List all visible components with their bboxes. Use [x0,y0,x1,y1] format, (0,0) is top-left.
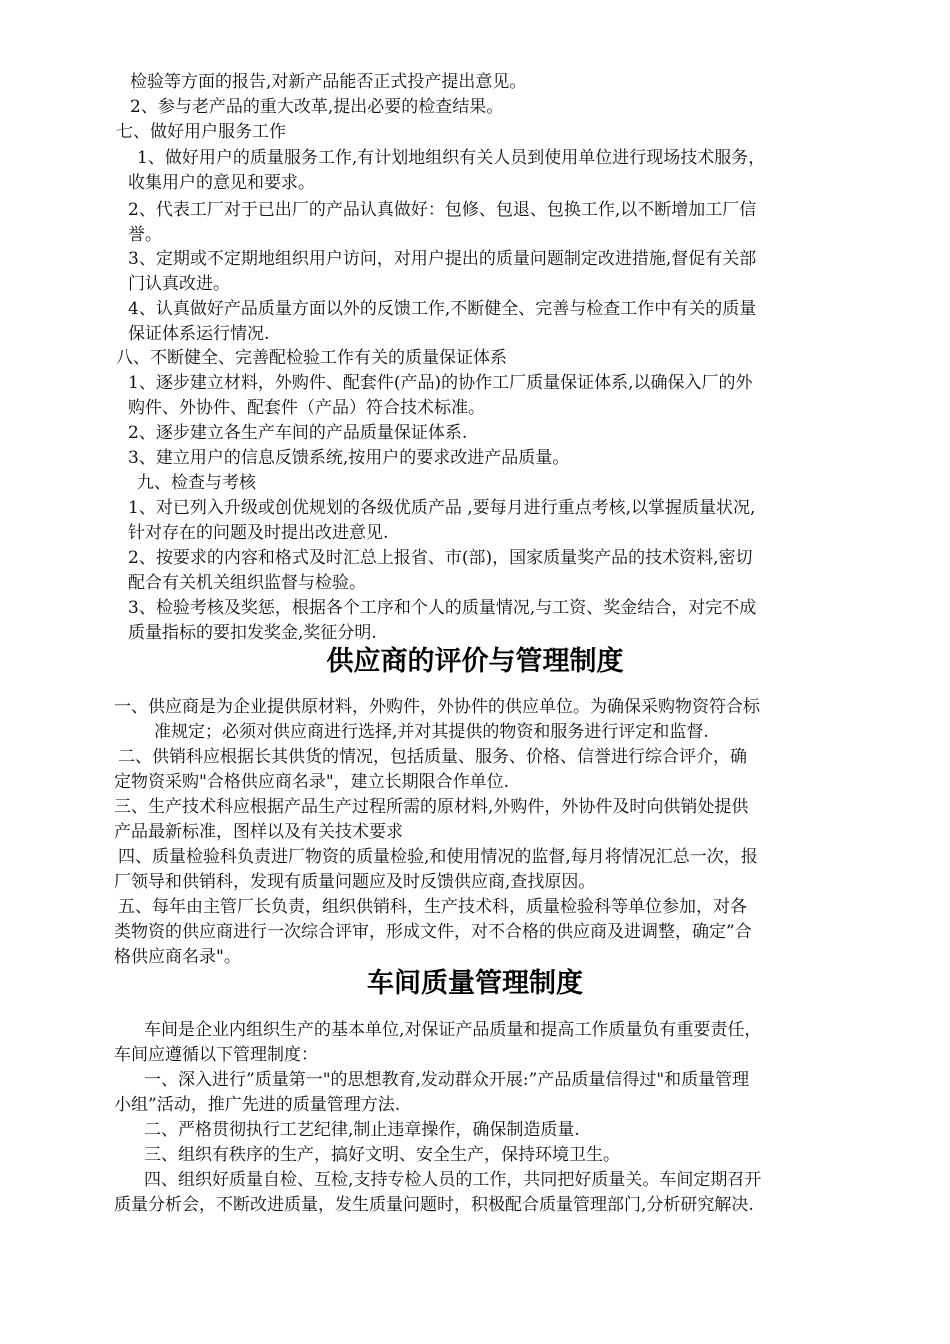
text-line: 4、认真做好产品质量方面以外的反馈工作,不断健全、完善与检查工作中有关的质量 [128,299,757,319]
text-line: 购件、外协件、配套件（产品）符合技术标准。 [128,398,485,418]
text-line: 检验等方面的报告,对新产品能否正式投产提出意见。 [130,72,527,92]
text-line: 2、参与老产品的重大改革,提出必要的检查结果。 [130,97,504,117]
text-line: 2、代表工厂对于已出厂的产品认真做好：包修、包退、包换工作,以不断增加工厂信 [128,200,757,220]
text-line: 质量指标的要扣发奖金,奖征分明. [128,623,377,643]
text-line: 1、逐步建立材料，外购件、配套件(产品)的协作工厂质量保证体系,以确保入厂的外 [128,373,753,393]
text-line: 类物资的供应商进行一次综合评审，形成文件，对不合格的供应商及进调整，确定”合 [114,922,752,942]
section-title-workshop: 车间质量管理制度 [367,968,583,999]
text-line: 3、定期或不定期地组织用户访问，对用户提出的质量问题制定改进措施,督促有关部 [128,249,757,269]
text-line: 一、供应商是为企业提供原材料，外购件，外协件的供应单位。为确保采购物资符合标 [114,697,760,717]
text-line: 格供应商名录"。 [114,947,241,967]
text-line: 2、逐步建立各生产车间的产品质量保证体系. [128,423,468,443]
section-heading: 九、检查与考核 [137,473,256,493]
section-heading: 七、做好用户服务工作 [116,122,286,142]
text-line: 3、检验考核及奖惩，根据各个工序和个人的质量情况,与工资、奖金结合，对完不成 [128,598,757,618]
text-line: 二、严格贯彻执行工艺纪律,制止违章操作，确保制造质量. [144,1120,580,1140]
text-line: 厂领导和供销科，发现有质量问题应及时反馈供应商,查找原因。 [114,872,596,892]
text-line: 保证体系运行情况. [128,324,270,344]
text-line: 一、深入进行”质量第一"的思想教育,发动群众开展:”产品质量信得过"和质量管理 [144,1070,750,1090]
text-line: 收集用户的意见和要求。 [128,173,315,193]
text-line: 三、组织有秩序的生产，搞好文明、安全生产，保持环境卫生。 [144,1145,620,1165]
text-line: 小组”活动，推广先进的质量管理方法. [114,1095,401,1115]
text-line: 针对存在的问题及时提出改进意见. [128,523,389,543]
text-line: 3、建立用户的信息反馈系统,按用户的要求改进产品质量。 [128,448,570,468]
text-line: 定物资采购"合格供应商名录"，建立长期限合作单位. [114,772,510,792]
text-line: 质量分析会，不断改进质量，发生质量问题时，积极配合质量管理部门,分析研究解决. [114,1195,754,1215]
text-line: 产品最新标准，图样以及有关技术要求 [114,822,403,842]
section-heading: 八、不断健全、完善配检验工作有关的质量保证体系 [116,348,507,368]
text-line: 车间是企业内组织生产的基本单位,对保证产品质量和提高工作质量负有重要责任， [144,1020,762,1040]
text-line: 配合有关机关组织监督与检验。 [128,573,366,593]
text-line: 车间应遵循以下管理制度： [114,1045,318,1065]
text-line: 准规定；必须对供应商进行选择,并对其提供的物资和服务进行评定和监督. [154,722,709,742]
section-title-supplier: 供应商的评价与管理制度 [326,646,624,677]
text-line: 二、供销科应根据长其供货的情况，包括质量、服务、价格、信誉进行综合评介，确 [118,747,747,767]
text-line: 2、按要求的内容和格式及时汇总上报省、市(部)，国家质量奖产品的技术资料,密切 [128,548,753,568]
text-line: 五、每年由主管厂长负责，组织供销科，生产技术科，质量检验科等单位参加，对各 [118,897,747,917]
text-line: 1、对已列入升级或创优规划的各级优质产品 ,要每月进行重点考核,以掌握质量状况, [128,498,756,518]
text-line: 四、质量检验科负责进厂物资的质量检验,和使用情况的监督,每月将情况汇总一次，报 [118,847,758,867]
text-line: 门认真改进。 [128,274,230,294]
text-line: 四、组织好质量自检、互检,支持专检人员的工作，共同把好质量关。车间定期召开 [144,1170,762,1190]
text-line: 三、生产技术科应根据产品生产过程所需的原材料,外购件，外协件及时向供销处提供 [114,797,749,817]
text-line: 1、做好用户的质量服务工作,有计划地组织有关人员到使用单位进行现场技术服务， [137,148,766,168]
text-line: 誉。 [128,225,162,245]
